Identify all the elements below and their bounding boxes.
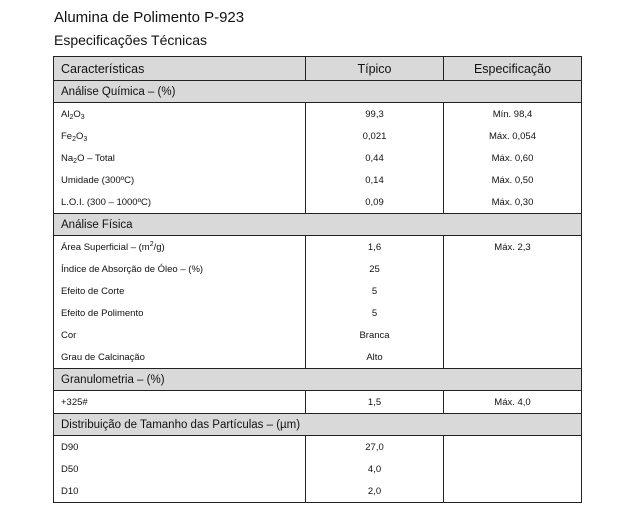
table-row — [54, 302, 582, 324]
row-spec — [444, 324, 582, 346]
table-row — [54, 391, 582, 414]
table-row — [54, 258, 582, 280]
column-header-characteristics: Características — [54, 57, 306, 81]
row-label: Grau de Calcinação — [54, 346, 306, 369]
row-typical: 5 — [306, 302, 444, 324]
row-typical: 0,44 — [306, 147, 444, 169]
row-typical: 0,09 — [306, 191, 444, 214]
column-header-specification: Especificação — [444, 57, 582, 81]
row-typical: Alto — [306, 346, 444, 369]
row-label: $Na_2O$ – Total — [54, 147, 306, 169]
row-typical: 5 — [306, 280, 444, 302]
row-spec: Máx. 4,0 — [444, 391, 582, 414]
section-row-physical-analysis — [54, 214, 582, 236]
row-typical: 2,0 — [306, 480, 444, 503]
table-row — [54, 280, 582, 302]
row-label: D10 — [54, 480, 306, 503]
table-row — [54, 125, 582, 147]
section-title: Análise Física — [54, 214, 582, 236]
table-row — [54, 458, 582, 480]
row-label: L.O.I. (300 – 1000ºC) — [54, 191, 306, 214]
section-row-granulometry — [54, 369, 582, 391]
row-label: Efeito de Corte — [54, 280, 306, 302]
row-label: Umidade (300ºC) — [54, 169, 306, 191]
section-title: Distribuição de Tamanho das Partículas – (µm) — [54, 414, 582, 436]
row-typical: Branca — [306, 324, 444, 346]
table-row — [54, 346, 582, 369]
row-label: D50 — [54, 458, 306, 480]
table-row — [54, 236, 582, 259]
row-typical: 4,0 — [306, 458, 444, 480]
row-label: Área Superficial – $(m^2/g)$ — [54, 236, 306, 259]
row-typical: 99,3 — [306, 103, 444, 126]
row-spec — [444, 258, 582, 280]
row-spec — [444, 436, 582, 459]
specifications-table — [53, 56, 582, 503]
section-title: Granulometria – (%) — [54, 369, 582, 391]
table-header-row — [54, 57, 582, 81]
row-typical: 27,0 — [306, 436, 444, 459]
row-spec — [444, 280, 582, 302]
row-spec: Máx. 0,50 — [444, 169, 582, 191]
row-spec: Mín. 98,4 — [444, 103, 582, 126]
row-spec: Máx. 2,3 — [444, 236, 582, 259]
row-label: D90 — [54, 436, 306, 459]
column-header-typical: Típico — [306, 57, 444, 81]
row-label: $Fe_2O_3$ — [54, 125, 306, 147]
row-spec: Máx. 0,60 — [444, 147, 582, 169]
section-row-particle-size-distribution — [54, 414, 582, 436]
row-spec: Máx. 0,30 — [444, 191, 582, 214]
section-row-chemical-analysis — [54, 81, 582, 103]
row-typical: 1,5 — [306, 391, 444, 414]
table-row — [54, 191, 582, 214]
table-row — [54, 169, 582, 191]
table-row — [54, 147, 582, 169]
row-label: Efeito de Polimento — [54, 302, 306, 324]
row-label: Índice de Absorção de Óleo – (%) — [54, 258, 306, 280]
row-typical: 25 — [306, 258, 444, 280]
row-label: Cor — [54, 324, 306, 346]
table-row — [54, 103, 582, 126]
row-spec — [444, 458, 582, 480]
row-typical: 0,021 — [306, 125, 444, 147]
row-typical: 1,6 — [306, 236, 444, 259]
row-spec — [444, 302, 582, 324]
row-spec: Máx. 0,054 — [444, 125, 582, 147]
section-title: Análise Química – (%) — [54, 81, 582, 103]
row-spec — [444, 346, 582, 369]
table-row — [54, 324, 582, 346]
row-spec — [444, 480, 582, 503]
row-label: +325# — [54, 391, 306, 414]
document-title: Alumina de Polimento P-923 — [54, 9, 245, 26]
row-label: $Al_2O_3$ — [54, 103, 306, 126]
table-row — [54, 480, 582, 503]
document-subtitle: Especificações Técnicas — [54, 32, 208, 48]
row-typical: 0,14 — [306, 169, 444, 191]
table-row — [54, 436, 582, 459]
